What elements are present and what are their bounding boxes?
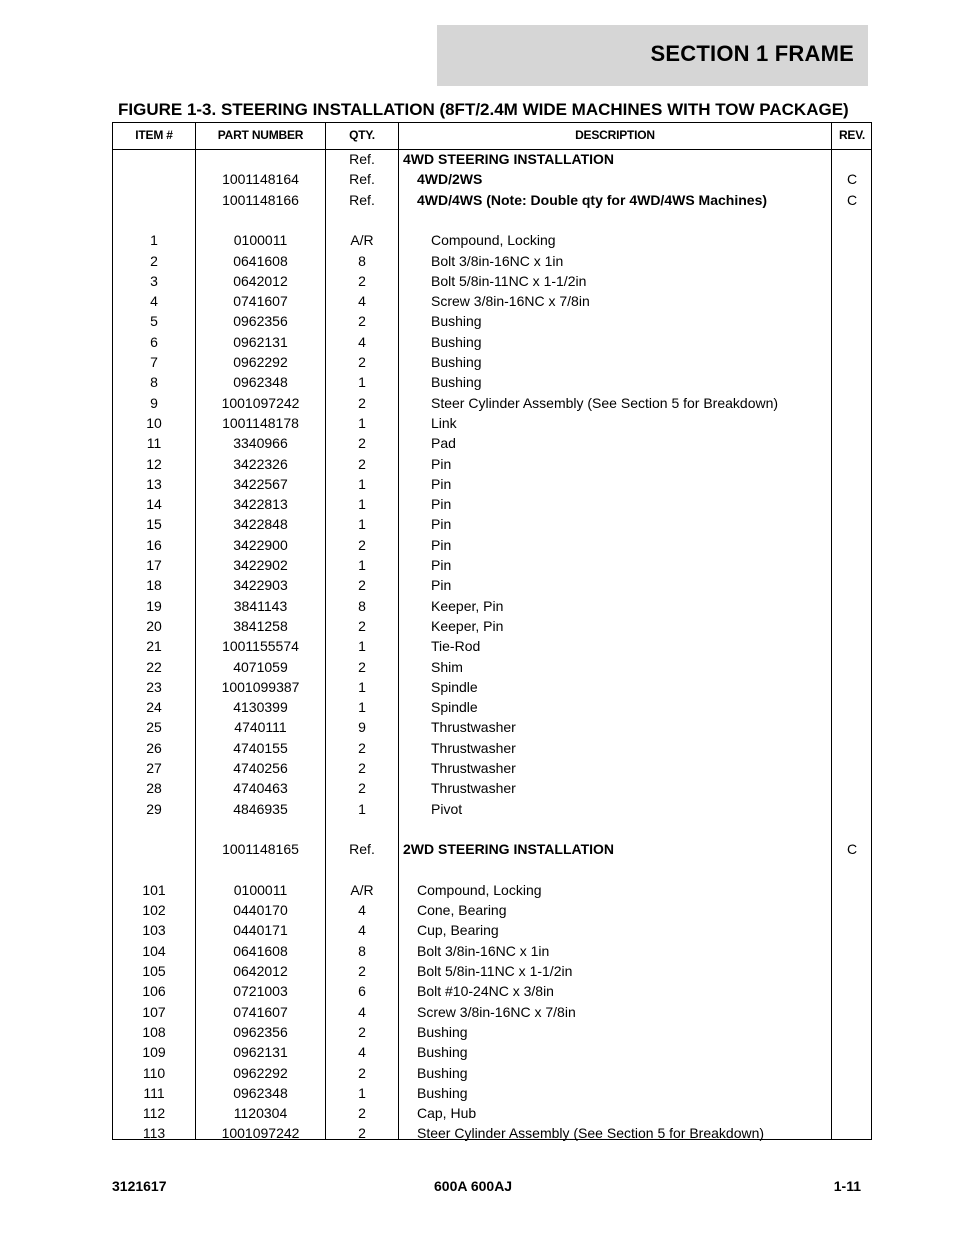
cell-part-number: 0962292 [233, 1064, 288, 1081]
cell-qty: 4 [358, 333, 366, 350]
cell-part-number: 3841143 [233, 597, 288, 614]
table-row [113, 900, 871, 920]
cell-description: Thrustwasher [431, 760, 516, 776]
table-row [113, 535, 871, 555]
cell-part-number: 4130399 [233, 699, 288, 716]
cell-description: Thrustwasher [431, 739, 516, 756]
cell-item-number: 101 [142, 881, 166, 898]
cell-item-number: 4 [150, 293, 158, 310]
cell-description: Pin [431, 475, 452, 492]
cell-description: Bushing [431, 374, 482, 391]
cell-qty: 1 [358, 638, 366, 655]
cell-part-number: 4740111 [234, 719, 287, 736]
cell-part-number: 0962131 [233, 1044, 288, 1061]
cell-qty: 2 [358, 617, 366, 634]
cell-item-number: 25 [146, 719, 162, 736]
cell-part-number: 1001099387 [221, 678, 300, 695]
table-row [113, 697, 871, 717]
figure-title: FIGURE 1-3. STEERING INSTALLATION (8FT/2.4M WIDE MACHINES WITH TOW PACKAGE) [118, 100, 849, 119]
cell-part-number: 0642012 [233, 963, 288, 979]
table-row [113, 372, 871, 392]
cell-qty: 2 [358, 963, 366, 979]
cell-description: Compound, Locking [431, 232, 556, 249]
cell-qty: 9 [358, 719, 366, 736]
table-row [113, 636, 871, 656]
cell-description: Pin [431, 455, 452, 472]
cell-description: Keeper, Pin [431, 597, 504, 614]
table-row [113, 1002, 871, 1022]
table-row [113, 839, 871, 859]
cell-part-number: 0962348 [233, 1084, 288, 1101]
cell-qty: 2 [358, 760, 366, 776]
cell-item-number: 113 [142, 1125, 166, 1142]
cell-description: Pin [431, 536, 452, 553]
cell-part-number: 3422567 [233, 475, 288, 492]
cell-part-number: 3340966 [233, 435, 288, 452]
table-row [113, 1063, 871, 1083]
cell-item-number: 107 [142, 1003, 166, 1020]
cell-item-number: 102 [142, 902, 166, 919]
cell-description: Cap, Hub [417, 1105, 477, 1122]
cell-item-number: 10 [146, 414, 162, 431]
cell-qty: 2 [358, 354, 366, 370]
cell-item-number: 104 [142, 942, 166, 959]
cell-item-number: 28 [146, 780, 162, 797]
table-row [113, 880, 871, 900]
cell-item-number: 24 [146, 699, 162, 716]
table-row [113, 596, 871, 616]
cell-qty: Ref. [349, 151, 375, 167]
cell-description: Bushing [431, 313, 482, 330]
table-row [113, 1103, 871, 1123]
cell-part-number: 0962348 [233, 374, 288, 391]
cell-item-number: 22 [146, 658, 162, 675]
table-row [113, 717, 871, 737]
cell-item-number: 17 [146, 557, 162, 573]
cell-part-number: 0741607 [233, 293, 288, 310]
cell-item-number: 106 [142, 983, 166, 1000]
cell-qty: 2 [358, 1125, 366, 1142]
cell-item-number: 11 [146, 435, 162, 452]
cell-description: Compound, Locking [417, 881, 542, 898]
cell-item-number: 109 [142, 1044, 166, 1061]
cell-item-number: 23 [146, 678, 162, 695]
cell-description: Bolt 5/8in-11NC x 1-1/2in [431, 272, 587, 289]
table-row [113, 616, 871, 636]
cell-part-number: 0100011 [233, 881, 288, 898]
cell-part-number: 0440171 [233, 922, 288, 939]
cell-part-number: 1001097242 [221, 1125, 300, 1142]
cell-qty: A/R [350, 881, 374, 898]
table-row [113, 190, 871, 210]
section-title: SECTION 1 FRAME [650, 41, 854, 66]
cell-description: Keeper, Pin [431, 617, 504, 634]
cell-part-number: 1001148164 [222, 171, 299, 188]
cell-description: Bolt 5/8in-11NC x 1-1/2in [417, 963, 573, 979]
cell-qty: 2 [358, 1023, 366, 1040]
cell-qty: 1 [358, 699, 366, 716]
cell-description: Cup, Bearing [417, 922, 499, 939]
cell-part-number: 1001097242 [221, 394, 300, 411]
cell-description: 4WD/2WS [417, 171, 483, 188]
cell-part-number: 3841258 [233, 617, 288, 634]
cell-qty: 2 [358, 1064, 366, 1081]
column-header-description: DESCRIPTION [575, 128, 655, 142]
cell-part-number: 1001148165 [222, 841, 299, 858]
cell-description: Pin [431, 496, 452, 513]
table-row [113, 575, 871, 595]
cell-part-number: 3422326 [233, 455, 288, 472]
cell-item-number: 6 [150, 333, 158, 350]
cell-part-number: 3422848 [233, 516, 288, 533]
column-header-item: ITEM # [135, 128, 173, 142]
cell-description: Pad [431, 435, 456, 452]
cell-qty: 2 [358, 780, 366, 797]
table-row [113, 961, 871, 981]
cell-part-number: 1120304 [233, 1105, 288, 1122]
cell-qty: 1 [358, 374, 366, 391]
cell-part-number: 3422813 [233, 496, 288, 513]
cell-item-number: 27 [146, 760, 162, 776]
cell-qty: 2 [358, 658, 366, 675]
cell-qty: 4 [358, 1003, 366, 1020]
table-row [113, 311, 871, 331]
cell-item-number: 16 [146, 536, 162, 553]
cell-item-number: 8 [150, 374, 158, 391]
cell-description: Spindle [431, 699, 478, 716]
cell-description: Spindle [431, 678, 478, 695]
cell-part-number: 4846935 [233, 800, 288, 817]
cell-item-number: 112 [142, 1105, 166, 1122]
cell-qty: 4 [358, 293, 366, 310]
cell-part-number: 0962356 [233, 1023, 288, 1040]
parts-table [112, 122, 872, 1140]
cell-item-number: 2 [150, 252, 158, 269]
cell-part-number: 1001148166 [222, 191, 299, 208]
table-row [113, 271, 871, 291]
cell-item-number: 14 [146, 496, 162, 513]
cell-qty: 2 [358, 739, 366, 756]
cell-qty: 8 [358, 597, 366, 614]
cell-description: Bushing [417, 1023, 468, 1040]
cell-qty: Ref. [349, 841, 375, 858]
table-row [113, 352, 871, 372]
cell-qty: Ref. [349, 191, 375, 208]
table-row [113, 1042, 871, 1062]
cell-description: Tie-Rod [431, 638, 481, 655]
cell-item-number: 3 [150, 272, 158, 289]
cell-qty: 2 [358, 313, 366, 330]
table-row [113, 920, 871, 940]
cell-item-number: 108 [142, 1023, 166, 1040]
cell-description: 4WD/4WS (Note: Double qty for 4WD/4WS Machines) [417, 191, 768, 208]
cell-item-number: 103 [142, 922, 166, 939]
table-row [113, 514, 871, 534]
table-row [113, 657, 871, 677]
cell-qty: 1 [358, 557, 366, 573]
cell-part-number: 0641608 [233, 252, 288, 269]
cell-part-number: 0440170 [233, 902, 288, 919]
cell-description: Bushing [417, 1064, 468, 1081]
footer-page-number: 1-11 [833, 1178, 861, 1194]
cell-item-number: 26 [146, 739, 162, 756]
cell-item-number: 12 [146, 455, 162, 472]
table-header [113, 123, 871, 150]
table-row [113, 799, 871, 819]
cell-qty: 8 [358, 942, 366, 959]
cell-description: Bolt 3/8in-16NC x 1in [417, 942, 550, 959]
cell-item-number: 18 [146, 577, 162, 594]
column-header-rev: REV. [838, 128, 866, 142]
cell-qty: A/R [350, 232, 374, 249]
cell-description: Screw 3/8in-16NC x 7/8in [417, 1003, 576, 1020]
cell-item-number: 21 [146, 638, 162, 655]
table-row [113, 149, 871, 169]
cell-rev: C [846, 171, 858, 188]
cell-description: Pin [431, 557, 452, 573]
cell-part-number: 4740256 [233, 760, 288, 776]
cell-rev: C [846, 191, 858, 208]
cell-part-number: 0962356 [233, 313, 288, 330]
column-header-part-number: PART NUMBER [217, 128, 304, 142]
cell-item-number: 1 [150, 232, 158, 249]
table-row [113, 738, 871, 758]
cell-qty: 1 [358, 475, 366, 492]
cell-description: Thrustwasher [431, 719, 516, 736]
cell-part-number: 4740155 [233, 739, 288, 756]
cell-qty: 2 [358, 435, 366, 452]
cell-part-number: 0641608 [233, 942, 288, 959]
cell-description: Bushing [417, 1044, 468, 1061]
cell-qty: 4 [358, 902, 366, 919]
cell-part-number: 3422902 [233, 557, 288, 573]
table-row [113, 555, 871, 575]
cell-qty: 4 [358, 922, 366, 939]
cell-item-number: 111 [143, 1084, 165, 1101]
cell-item-number: 15 [146, 516, 162, 533]
cell-item-number: 110 [142, 1064, 166, 1081]
table-row [113, 981, 871, 1001]
table-row [113, 454, 871, 474]
cell-qty: 1 [358, 414, 366, 431]
table-row [113, 251, 871, 271]
cell-part-number: 4740463 [233, 780, 288, 797]
cell-qty: 2 [358, 455, 366, 472]
table-row [113, 941, 871, 961]
cell-item-number: 105 [142, 963, 166, 979]
cell-item-number: 20 [146, 617, 162, 634]
cell-description: 2WD STEERING INSTALLATION [403, 841, 615, 858]
cell-qty: 8 [358, 252, 366, 269]
cell-description: Pivot [431, 800, 463, 817]
cell-part-number: 0741607 [233, 1003, 288, 1020]
table-row [113, 169, 871, 189]
cell-part-number: 0100011 [233, 232, 288, 249]
table-row [113, 332, 871, 352]
cell-item-number: 19 [146, 597, 162, 614]
cell-description: Shim [431, 658, 463, 675]
cell-item-number: 5 [150, 313, 158, 330]
cell-description: Cone, Bearing [417, 902, 507, 919]
cell-qty: 2 [358, 394, 366, 411]
footer-document-number: 3121617 [112, 1178, 167, 1194]
table-row [113, 677, 871, 697]
cell-part-number: 0721003 [233, 983, 288, 1000]
table-row [113, 393, 871, 413]
cell-part-number: 4071059 [233, 658, 288, 675]
cell-qty: 2 [358, 577, 366, 594]
cell-qty: 1 [358, 516, 366, 533]
cell-description: Bushing [431, 333, 482, 350]
cell-part-number: 1001148178 [222, 414, 299, 431]
cell-part-number: 0962131 [233, 333, 288, 350]
cell-qty: 1 [358, 800, 366, 817]
table-row [113, 1022, 871, 1042]
cell-qty: 2 [358, 272, 366, 289]
cell-item-number: 13 [146, 475, 162, 492]
cell-qty: 2 [358, 1105, 366, 1122]
cell-description: Pin [431, 516, 452, 533]
cell-description: Thrustwasher [431, 780, 516, 797]
footer-model: 600A 600AJ [434, 1178, 513, 1194]
table-row [113, 758, 871, 778]
cell-description: Pin [431, 577, 452, 594]
cell-description: Bolt #10-24NC x 3/8in [417, 983, 554, 1000]
cell-part-number: 0962292 [233, 354, 288, 370]
cell-qty: 2 [358, 536, 366, 553]
column-header-qty: QTY. [349, 128, 375, 142]
table-row [113, 413, 871, 433]
table-row [113, 1083, 871, 1103]
cell-description: Bolt 3/8in-16NC x 1in [431, 252, 564, 269]
cell-part-number: 3422900 [233, 536, 288, 553]
cell-description: Steer Cylinder Assembly (See Section 5 for Breakdown) [417, 1125, 765, 1142]
cell-rev: C [846, 841, 858, 858]
cell-qty: 4 [358, 1044, 366, 1061]
table-row [113, 778, 871, 798]
table-row [113, 291, 871, 311]
table-row [113, 494, 871, 514]
cell-qty: 6 [358, 983, 366, 1000]
cell-description: Screw 3/8in-16NC x 7/8in [431, 293, 590, 310]
cell-item-number: 29 [146, 800, 162, 817]
table-row [113, 1123, 871, 1143]
cell-qty: 1 [358, 1084, 366, 1101]
cell-qty: Ref. [349, 171, 375, 188]
cell-description: Link [431, 414, 457, 431]
section-header-box [437, 25, 868, 86]
cell-description: 4WD STEERING INSTALLATION [403, 151, 615, 167]
cell-description: Bushing [431, 354, 482, 370]
cell-part-number: 0642012 [233, 272, 288, 289]
table-row [113, 474, 871, 494]
cell-part-number: 3422903 [233, 577, 288, 594]
cell-description: Steer Cylinder Assembly (See Section 5 for Breakdown) [431, 394, 779, 411]
cell-qty: 1 [358, 496, 366, 513]
table-row [113, 230, 871, 250]
cell-qty: 1 [358, 678, 366, 695]
table-row [113, 433, 871, 453]
cell-part-number: 1001155574 [222, 638, 299, 655]
cell-item-number: 7 [150, 354, 158, 370]
cell-description: Bushing [417, 1084, 468, 1101]
cell-item-number: 9 [150, 394, 158, 411]
